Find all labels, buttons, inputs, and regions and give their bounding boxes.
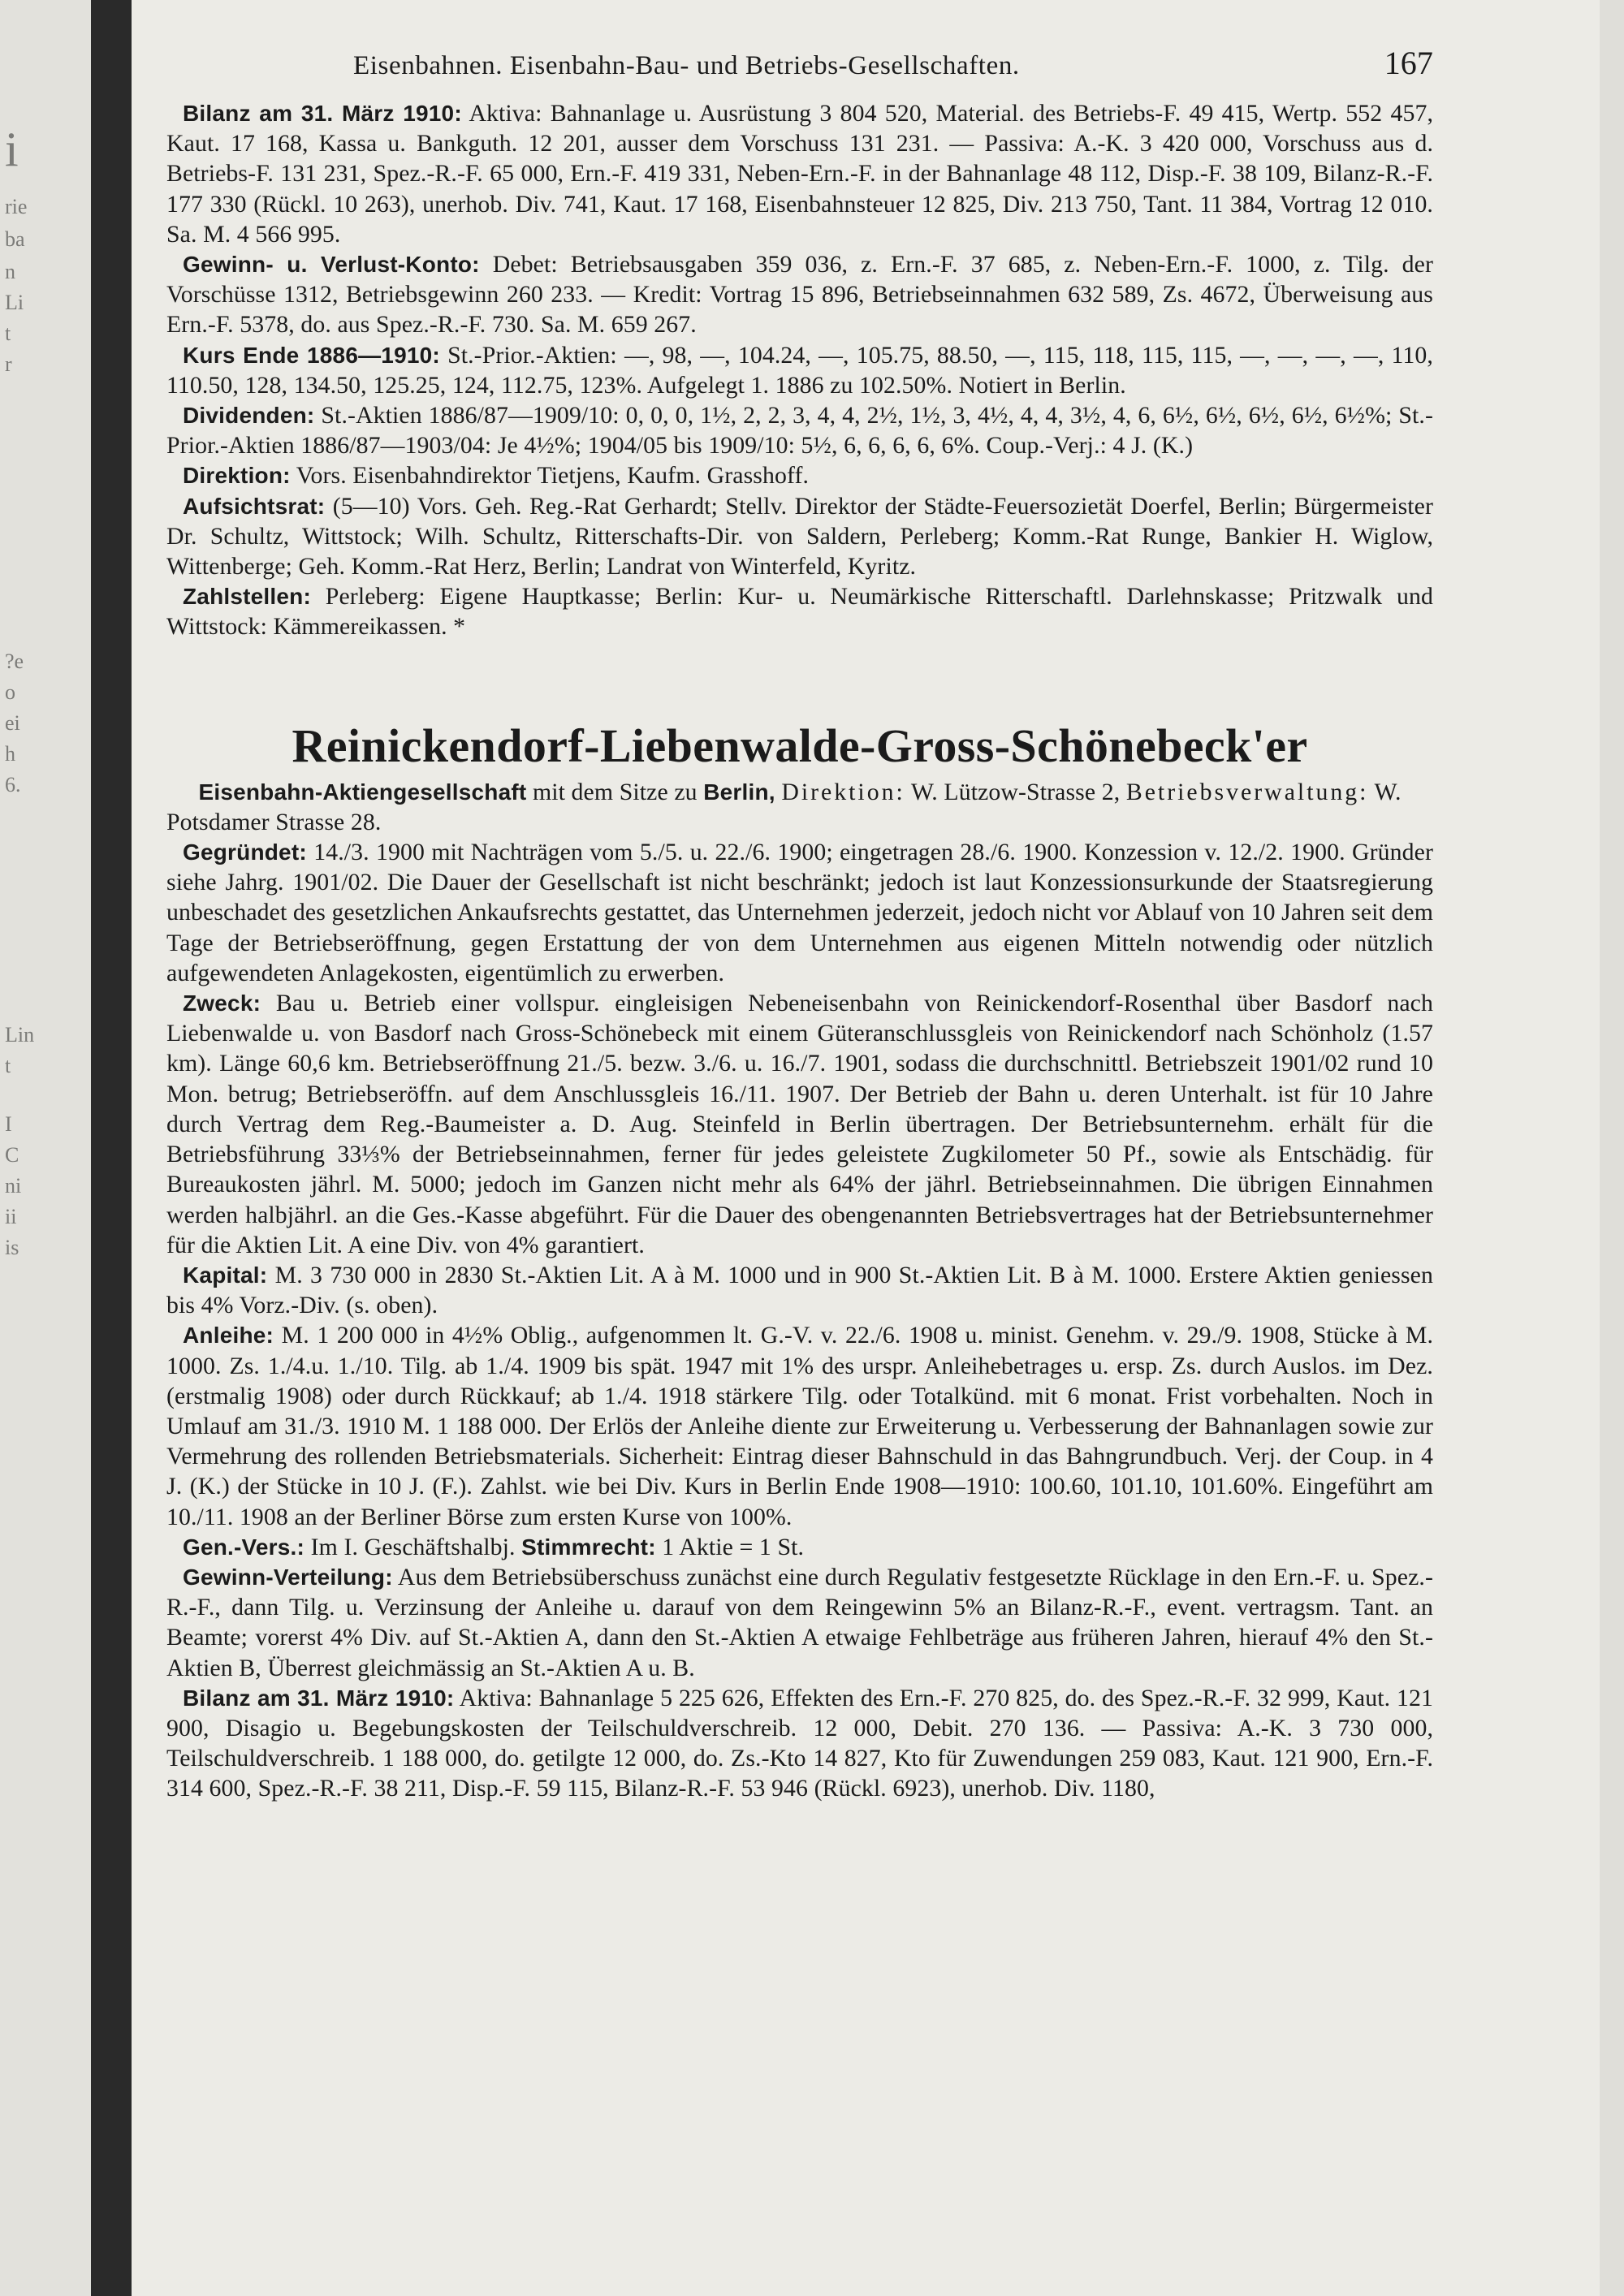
entry-kurs xyxy=(166,340,1433,400)
adjacent-page-fragment: r xyxy=(5,352,12,376)
entry-zweck xyxy=(166,988,1433,1260)
entry-lead: Anleihe: xyxy=(183,1323,274,1349)
entry-text: St.-Prior.-Aktien: —, 98, —, 104.24, —, 105.75, 88.50, —, 115, 118, 115, 115, —, —, —, —, 110, 110.50, 128, 134.50, 125.25, 124, 112.75, 123%. Aufgelegt 1. 1886 zu 102.50%. Notiert in Berlin. xyxy=(166,341,1433,399)
entry-lead: Gegründet: xyxy=(183,839,307,865)
adjacent-page-fragment: ba xyxy=(5,227,25,251)
entry-bilanz-2 xyxy=(166,1683,1433,1804)
adjacent-page-edge xyxy=(0,0,92,2296)
page-edge-right xyxy=(1600,0,1624,2296)
entry-text: Aktiva: Bahnanlage 5 225 626, Effekten des Ern.-F. 270 825, do. des Spez.-R.-F. 32 999, Kaut. 121 900, Disagio u. Begebungskosten der Teilschuldverschreib. 12 000, Debit. 270 136. — Passiva: A.-K. 3 730 000, Teilschuldverschreib. 1 188 000, do. getilgte 12 000, do. Zs.-Kto 14 827, Kto für Zuwendungen 259 083, Kaut. 121 900, Ern.-F. 314 600, Spez.-R.-F. 38 211, Disp.-F. 59 115, Bilanz-R.-F. 53 946 (Rückl. 6923), unerhob. Div. 1180, xyxy=(166,1684,1434,1802)
entry-lead-stimmrecht: Stimmrecht: xyxy=(521,1534,656,1560)
entry-zahlstellen xyxy=(166,581,1433,641)
entry-text: Vors. Eisenbahndirektor Tietjens, Kaufm. Grasshoff. xyxy=(296,462,810,490)
entry-lead: Direktion: xyxy=(183,463,291,489)
entry-lead: Kapital: xyxy=(183,1262,268,1288)
entry-lead: Bilanz am 31. März 1910: xyxy=(183,101,462,126)
page-content xyxy=(166,45,1433,1804)
adjacent-page-fragment: Li xyxy=(5,291,24,314)
company-subtitle xyxy=(166,777,1433,837)
entry-lead: Kurs Ende 1886—1910: xyxy=(183,342,440,368)
entry-lead: Aufsichtsrat: xyxy=(183,493,326,519)
entry-lead: Zweck: xyxy=(183,990,261,1016)
adjacent-page-fragment: Lin xyxy=(5,1023,35,1047)
company-sub-mid: mit dem Sitze zu xyxy=(532,778,698,805)
adjacent-page-fragment: rie xyxy=(5,195,28,218)
entry-direktion xyxy=(166,460,1433,490)
adjacent-page-fragment: 6. xyxy=(5,773,21,796)
company-sub-direktion: W. Lützow-Strasse 2, xyxy=(910,778,1121,805)
entry-text: 14./3. 1900 mit Nachträgen vom 5./5. u. 22./6. 1900; eingetragen 28./6. 1900. Konzession v. 12./2. 1900. Gründer siehe Jahrg. 1901/02. Die Dauer der Gesellschaft ist nicht beschränkt; jedoch ist laut Konzessionsurkunde der Staatsregierung unbeschadet des gesetzlichen Ankaufsrechts gestattet, das Unternehmen jederzeit, jedoch nicht vor Ablauf von 10 Jahren seit dem Tage der Betriebseröffnung, gegen Erstattung der von dem Unternehmen aus eigenen Mitteln notwendig oder nützlich aufgewendeten Anlagekosten, eigentümlich zu erwerben. xyxy=(166,839,1433,986)
entry-anleihe xyxy=(166,1320,1433,1531)
entry-aufsichtsrat xyxy=(166,491,1433,582)
adjacent-page-fragment: n xyxy=(5,260,15,283)
entry-text: Im I. Geschäftshalbj. xyxy=(310,1533,516,1560)
entry-text: (5—10) Vors. Geh. Reg.-Rat Gerhardt; Stellv. Direktor der Städte-Feuersozietät Doerfel, Berlin; Bürgermeister Dr. Schultz, Wittstock; Wilh. Schultz, Ritterschafts-Dir. von Saldern, Perleberg; Komm.-Rat Runge, Bankier H. Wiglow, Wittenberge; Geh. Komm.-Rat Herz, Berlin; Landrat von Winterfeld, Kyritz. xyxy=(166,492,1433,580)
entry-gewinn-verlust xyxy=(166,249,1433,340)
entry-gen-vers xyxy=(166,1532,1433,1562)
company-sub-city: Berlin, xyxy=(703,779,775,805)
company-sub-betrieb-label: Betriebsverwaltung: xyxy=(1125,778,1369,805)
entry-lead: Dividenden: xyxy=(183,403,315,429)
entry-text: Bau u. Betrieb einer vollspur. eingleisigen Nebeneisenbahn von Reinickendorf-Rosenthal über Basdorf nach Liebenwalde u. von Basdorf nach Gross-Schönebeck mit einem Güteranschlussgleis von Reinickendorf nach Schönholz (1.57 km). Länge 60,6 km. Betriebseröffnung 21./5. bezw. 3./6. u. 16./7. 1901, sodass die durchschnittl. Betriebszeit 1901/02 rund 10 Mon. betrug; Betriebseröffn. auf dem Anschlussgleis 16./11. 1907. Der Betrieb der Bahn u. deren Unterhalt. ist für 10 Jahre durch Vertrag dem Reg.-Baumeister a. D. Aug. Steinfeld in Berlin übertragen. Der Betriebsunternehm. erhält für die Betriebsführung 33⅓% der Betriebseinnahmen, ferner für jedes geleistete Zugkilometer 50 Pf., sowie als Entschädig. für Bureaukosten jährl. M. 5000; jedoch im Ganzen nicht mehr als 64% der jährl. Betriebseinnahmen. Die übrigen Einnahmen werden halbjährl. an die Ges.-Kasse abgeführt. Für die Dauer des obengenannten Betriebsvertrages hat der Betriebsunternehmer für die Aktien Lit. A eine Div. von 4% garantiert. xyxy=(166,990,1433,1258)
entry-lead: Bilanz am 31. März 1910: xyxy=(183,1685,455,1711)
entry-bilanz xyxy=(166,98,1433,249)
adjacent-page-fragment: is xyxy=(5,1236,19,1259)
adjacent-page-fragment: h xyxy=(5,742,15,766)
page-number: 167 xyxy=(1384,45,1433,81)
entry-dividenden xyxy=(166,400,1433,460)
entry-text: Aktiva: Bahnanlage u. Ausrüstung 3 804 520, Material. des Betriebs-F. 49 415, Wertp. 552 457, Kaut. 17 168, Kassa u. Bankguth. 12 201, ausser dem Vorschuss 131 231. — Passiva: A.-K. 3 420 000, Vorschuss aus d. Betriebs-F. 131 231, Spez.-R.-F. 65 000, Ern.-F. 419 331, Neben-Ern.-F. in der Bahnanlage 48 112, Disp.-F. 38 109, Bilanz-R.-F. 177 330 (Rückl. 10 263), unerhob. Div. 741, Kaut. 17 168, Eisenbahnsteuer 12 825, Div. 213 750, Tant. 11 384, Vortrag 12 010. Sa. M. 4 566 995. xyxy=(166,100,1433,248)
entry-lead: Gewinn-Verteilung: xyxy=(183,1564,393,1590)
entry-text: Debet: Betriebsausgaben 359 036, z. Ern.-F. 37 685, z. Neben-Ern.-F. 1000, z. Tilg. der Vorschüsse 1312, Betriebsgewinn 260 233. — Kredit: Vortrag 15 896, Betriebseinnahmen 632 589, Zs. 4672, Überweisung aus Ern.-F. 5378, do. aus Spez.-R.-F. 730. Sa. M. 659 267. xyxy=(166,251,1433,339)
running-head: Eisenbahnen. Eisenbahn-Bau- und Betriebs-Gesellschaften. xyxy=(353,51,1020,80)
adjacent-page-fragment: ii xyxy=(5,1205,17,1228)
entry-text: Aus dem Betriebsüberschuss zunächst eine durch Regulativ festgesetzte Rücklage in den Ern.-F. u. Spez.-R.-F., dann Tilg. u. Verzinsung der Anleihe u. darauf von dem Reingewinn 5% an Bilanz-R.-F., event. vertragsm. Tant. an Beamte; vorerst 4% Div. auf St.-Aktien A, dann den St.-Aktien A etwaige Fehlbeträge aus früheren Jahren, hierauf 4% den St.-Aktien B, Überrest gleichmässig an St.-Aktien A u. B. xyxy=(166,1563,1433,1681)
adjacent-page-fragment: ei xyxy=(5,711,20,735)
entry-gewinn-verteilung xyxy=(166,1562,1433,1683)
section-gap xyxy=(166,642,1433,720)
adjacent-page-fragment: I xyxy=(5,1112,12,1136)
company-sub-lead: Eisenbahn-Aktiengesellschaft xyxy=(198,779,527,805)
entry-text: St.-Aktien 1886/87—1909/10: 0, 0, 0, 1½, 2, 2, 3, 4, 4, 2½, 1½, 3, 4½, 4, 4, 3½, 4, 6, 6½, 6½, 6½, 6½, 6½%; St.-Prior.-Aktien 1886/87—1903/04: Je 4½%; 1904/05 bis 1909/10: 5½, 6, 6, 6, 6, 6%. Coup.-Verj.: 4 J. (K.) xyxy=(166,402,1433,460)
adjacent-page-fragment: ni xyxy=(5,1174,22,1198)
entry-text: M. 1 200 000 in 4½% Oblig., aufgenommen lt. G.-V. v. 22./6. 1908 u. minist. Genehm. v. 29./9. 1908, Stücke à M. 1000. Zs. 1./4.u. 1./10. Tilg. ab 1./4. 1909 bis spät. 1947 mit 1% des urspr. Anleihebetrages u. ersp. Zs. durch Auslos. im Dez. (erstmalig 1908) oder durch Rückkauf; ab 1./4. 1918 stärkere Tilg. oder Totalkünd. mit 6 monat. Frist vorbehalten. Noch in Umlauf am 31./3. 1910 M. 1 188 000. Der Erlös der Anleihe diente zur Erweiterung u. Verbesserung der Bahnanlagen sowie zur Vermehrung des rollenden Betriebsmaterials. Sicherheit: Eintrag dieser Bahnschuld in das Bahngrundbuch. Verj. der Coup. in 4 J. (K.) der Stücke in 10 J. (F.). Zahlst. wie bei Div. Kurs in Berlin Ende 1908—1910: 100.60, 101.10, 101.60%. Eingeführt am 10./11. 1908 an der Berliner Börse zum ersten Kurse von 100%. xyxy=(166,1322,1433,1530)
entry-kapital xyxy=(166,1260,1433,1320)
entry-lead: Zahlstellen: xyxy=(183,584,311,610)
entry-lead: Gen.-Vers.: xyxy=(183,1534,305,1560)
adjacent-page-fragment: t xyxy=(5,1054,11,1077)
book-binding-shadow xyxy=(91,0,132,2296)
company-sub-betrieb: W. Potsdamer Strasse 28. xyxy=(166,778,1402,835)
adjacent-page-fragment: ?e xyxy=(5,650,24,673)
company-sub-direktion-label: Direktion: xyxy=(781,778,905,805)
adjacent-page-fragment: i xyxy=(5,123,19,176)
entry-text: Perleberg: Eigene Hauptkasse; Berlin: Kur- u. Neumärkische Ritterschaftl. Darlehnskasse; Pritzwalk und Wittstock: Kämmereikassen. * xyxy=(166,583,1433,641)
entry-gegruendet xyxy=(166,837,1433,988)
entry-lead: Gewinn- u. Verlust-Konto: xyxy=(183,252,480,278)
page-header xyxy=(166,45,1433,85)
company-title: Reinickendorf-Liebenwalde-Gross-Schönebeck'er xyxy=(292,719,1308,772)
adjacent-page-fragment: C xyxy=(5,1143,19,1167)
entry-text: M. 3 730 000 in 2830 St.-Aktien Lit. A à M. 1000 und in 900 St.-Aktien Lit. B à M. 1000. Erstere Aktien geniessen bis 4% Vorz.-Div. (s. oben). xyxy=(166,1261,1433,1319)
entry-text-stimmrecht: 1 Aktie = 1 St. xyxy=(662,1533,805,1560)
adjacent-page-fragment: o xyxy=(5,680,15,704)
adjacent-page-fragment: t xyxy=(5,322,11,345)
